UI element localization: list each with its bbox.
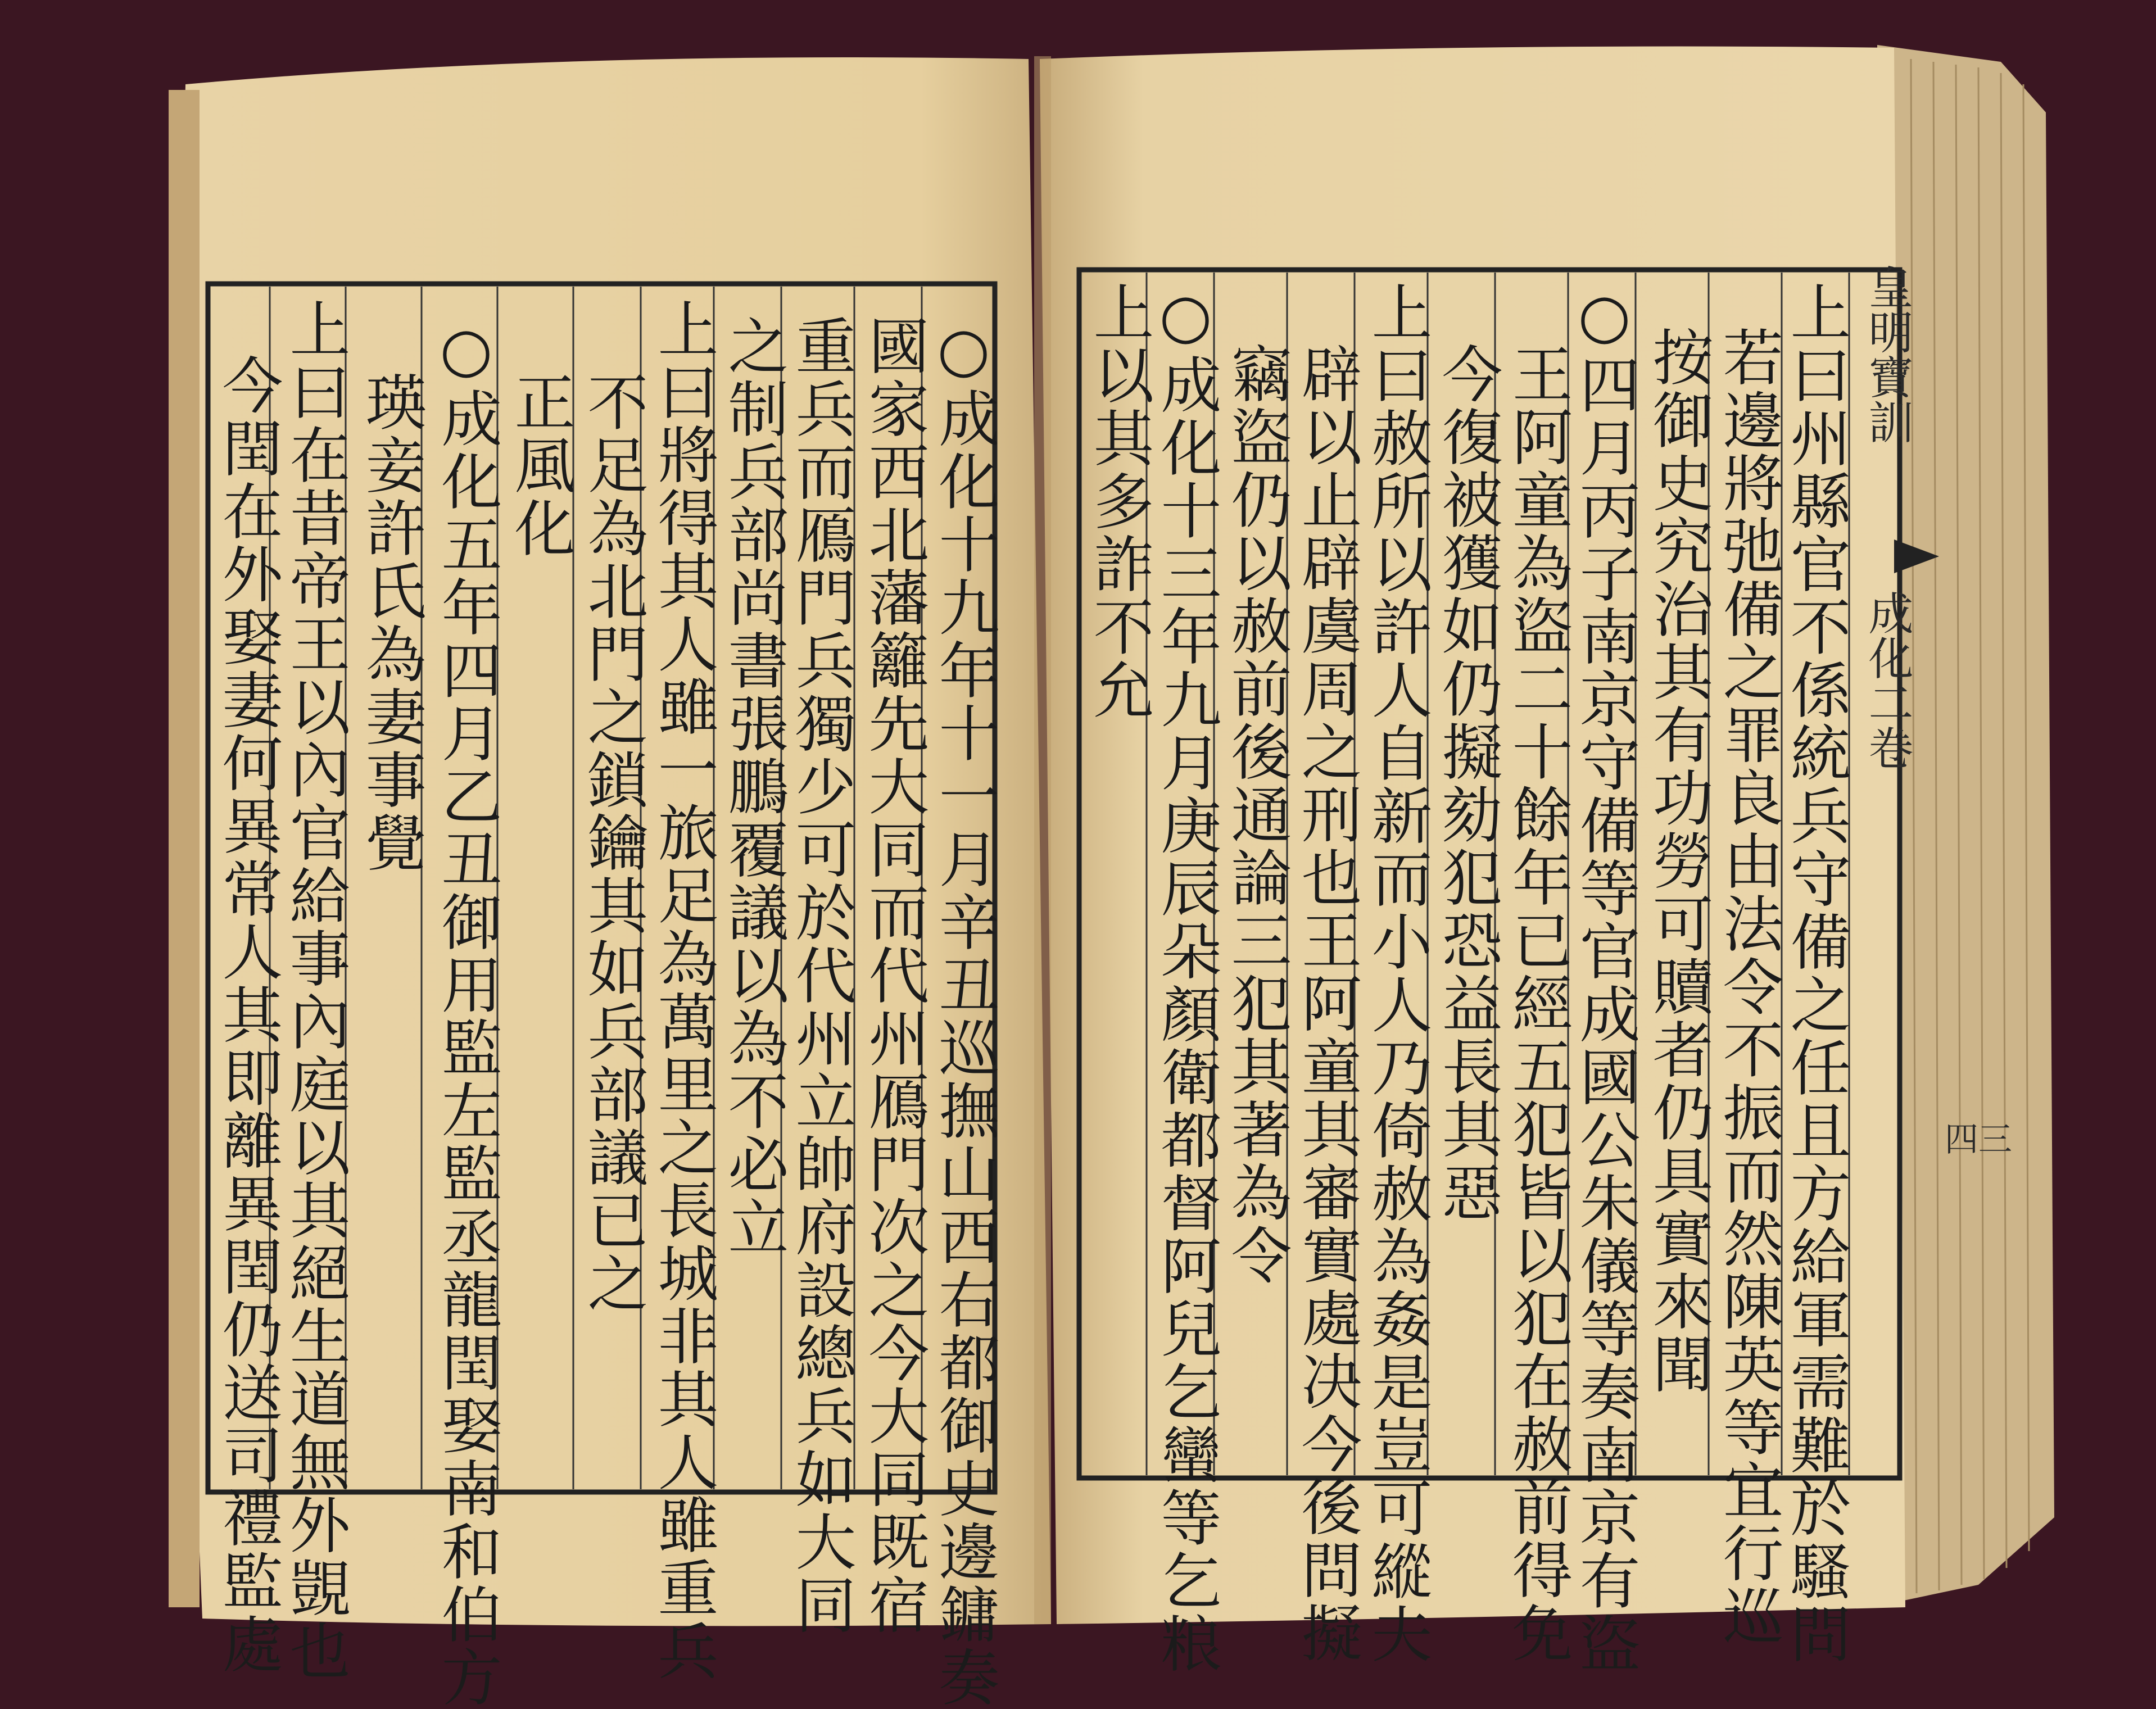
- right-page-column: 上以其多詐不允: [1083, 281, 1153, 722]
- left-page-column: 瑛妾許氏為妻事覺: [355, 371, 425, 874]
- left-page-column: 上曰將得其人雖一旅足為萬里之長城非其人雖重兵: [647, 298, 718, 1683]
- left-page-column: 正風化: [504, 371, 574, 560]
- right-page-column: ○四月丙子南京守備等官成國公朱儀等奏南京有盜: [1569, 281, 1639, 1675]
- chapter-margin: 成化二卷: [1861, 590, 1913, 770]
- right-page-column: 今復被獲如仍擬劾犯恐益長其惡: [1432, 343, 1502, 1224]
- right-page-column: 竊盜仍以赦前後通論三犯其著為令: [1221, 343, 1291, 1287]
- folio-number: 四三: [1945, 1120, 2012, 1159]
- book-title-margin: 皇明寶訓: [1861, 264, 1913, 444]
- left-page-column: ○成化五年四月乙丑御用監左監丞龍閏娶南和伯方: [431, 315, 501, 1709]
- right-page-column: ○成化十三年九月庚辰朵顏衛都督阿兒乞蠻等乞粮: [1151, 281, 1221, 1675]
- left-page-column: 不足為北門之鎖鑰其如兵部議已之: [577, 371, 647, 1315]
- right-page-column: 若邊將弛備之罪良由法令不振而然陳英等宜行巡: [1713, 326, 1783, 1648]
- right-page-column: 王阿童為盜二十餘年已經五犯皆以犯在赦前得免: [1502, 343, 1572, 1665]
- left-page-column: 國家西北藩籬先大同而代州鴈門次之今大同既宿: [858, 315, 928, 1637]
- right-page-column: 上曰州縣官不係統兵守備之任且方給軍需難於騷問: [1780, 281, 1850, 1666]
- left-page-column: 今閏在外娶妻何異常人其即離異閏仍送司禮監處: [212, 354, 282, 1676]
- left-page-column: 重兵而鴈門兵獨少可於代州立帥府設總兵如大同: [785, 315, 855, 1637]
- left-page-column: ○成化十九年十一月辛丑巡撫山西右都御史邊鏞奏: [928, 315, 999, 1709]
- right-page-column: 辟以止辟虞周之刑也王阿童其審實處决今後問擬: [1291, 343, 1361, 1665]
- right-page-column: 按御史究治其有功勞可贖者仍具實來聞: [1642, 326, 1713, 1396]
- left-page-column: 上曰在昔帝王以內官給事內庭以其絕生道無外覬也: [279, 298, 350, 1683]
- left-page-column: 之制兵部尚書張鵬覆議以為不必立: [718, 315, 788, 1259]
- right-page-column: 上曰赦所以許人自新而小人乃倚赦為姦是豈可縱夫: [1361, 281, 1432, 1666]
